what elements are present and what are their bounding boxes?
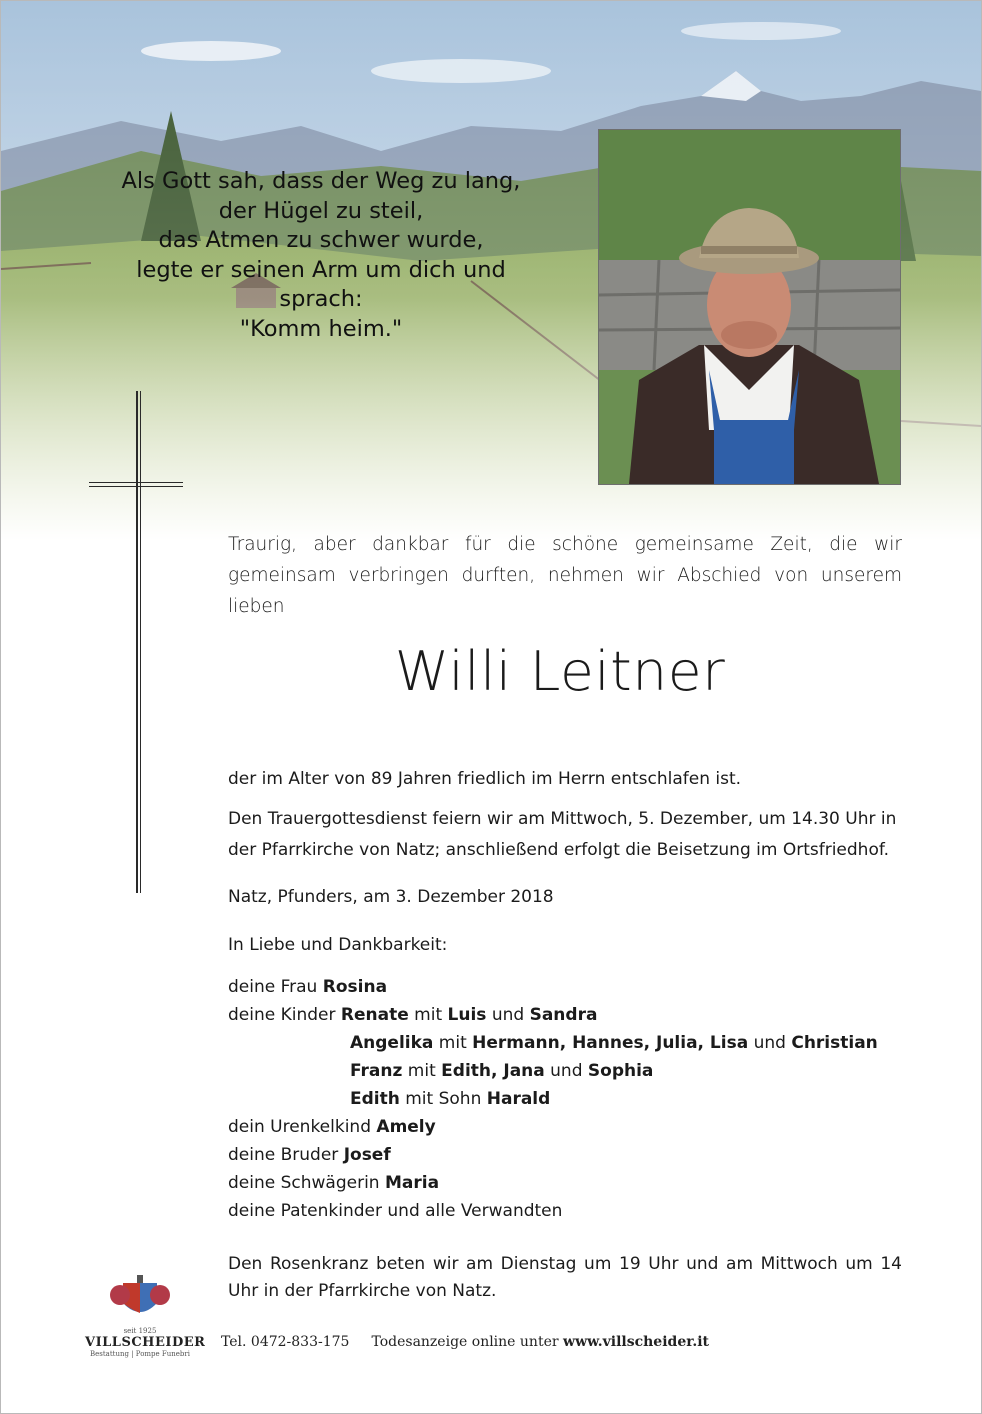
family-row [228,973,902,1001]
family-list [228,973,902,1225]
family-row [228,1057,902,1085]
place-date: Natz, Pfunders, am 3. Dezember 2018 [228,887,554,907]
family-row [228,1197,902,1225]
age-text: der im Alter von 89 Jahren friedlich im Herrn entschlafen ist. [228,769,742,789]
intro-text: Traurig, aber dankbar für die schöne gemeinsame Zeit, die wir gemeinsam verbringen durften, nehmen wir Abschied von unserem lieben [228,534,902,617]
relation-label: deine Schwägerin [228,1173,385,1193]
portrait-photo [598,129,901,485]
family-row [228,1001,902,1029]
connector: und [748,1033,792,1053]
verse-line: sprach: [279,286,363,312]
family-row [228,1141,902,1169]
relative-name: Sandra [529,1005,598,1025]
verse-line: der Hügel zu steil, [218,197,424,224]
verse-line: "Komm heim." [239,315,403,342]
relative-name: Edith [350,1089,400,1109]
website-link[interactable]: www.villscheider.it [563,1334,709,1350]
relative-name: Josef [343,1145,391,1165]
family-row [228,1169,902,1197]
footer [221,1334,709,1350]
cross-vertical-bar [140,391,141,893]
family-row [228,1085,902,1113]
relative-name: Christian [791,1033,878,1053]
online-label: Todesanzeige online unter [371,1334,564,1350]
love-line: In Liebe und Dankbarkeit: [228,935,448,955]
connector: mit [433,1033,473,1053]
relative-name: Edith, Jana [441,1061,545,1081]
relative-name: Angelika [350,1033,434,1053]
verse-text [41,167,601,344]
verse-line: legte er seinen Arm um dich und [136,256,506,283]
relative-name: Rosina [322,977,388,997]
relation-label: deine Kinder [228,1005,341,1025]
relative-name: Amely [376,1117,436,1137]
relation-label: deine Patenkinder und alle Verwandten [228,1201,563,1221]
relative-name: Luis [447,1005,487,1025]
connector: und [486,1005,530,1025]
connector: mit [402,1061,442,1081]
connector: und [544,1061,588,1081]
relation-label: deine Frau [228,977,323,997]
cross-vertical-bar [136,391,138,893]
relative-name: Renate [340,1005,409,1025]
rosary-text: Den Rosenkranz beten wir am Dienstag um 19 Uhr und am Mittwoch um 14 Uhr in der Pfarrkirche von Natz. [228,1254,902,1301]
family-row [228,1113,902,1141]
verse-line: Als Gott sah, dass der Weg zu lang, [121,168,521,194]
relative-name: Maria [384,1173,440,1193]
connector: mit [408,1005,448,1025]
cross-horizontal-bar [89,482,183,483]
cross-horizontal-bar [89,486,183,487]
coat-of-arms-icon [85,1273,195,1323]
relation-label: deine Bruder [228,1145,344,1165]
relative-name: Hermann, Hannes, Julia, Lisa [472,1033,749,1053]
funeral-home-logo [85,1273,206,1358]
family-row [228,1029,902,1057]
relative-name: Sophia [587,1061,654,1081]
logo-name: VILLSCHEIDER [85,1335,206,1350]
verse-line: das Atmen zu schwer wurde, [158,227,484,253]
obituary-content [228,529,902,1305]
connector: mit Sohn [399,1089,487,1109]
relative-name: Harald [486,1089,551,1109]
phone-number: Tel. 0472-833-175 [221,1334,350,1350]
relative-name: Franz [350,1061,403,1081]
logo-subtitle: Bestattung | Pompe Funebri [89,1350,190,1358]
logo-since: seit 1925 [123,1327,157,1335]
relation-label: dein Urenkelkind [228,1117,377,1137]
service-text: Den Trauergottesdienst feiern wir am Mittwoch, 5. Dezember, um 14.30 Uhr in der Pfarrkirche von Natz; anschließend erfolgt die Beisetzung im Ortsfriedhof. [228,809,897,860]
deceased-name: Willi Leitner [394,640,726,703]
